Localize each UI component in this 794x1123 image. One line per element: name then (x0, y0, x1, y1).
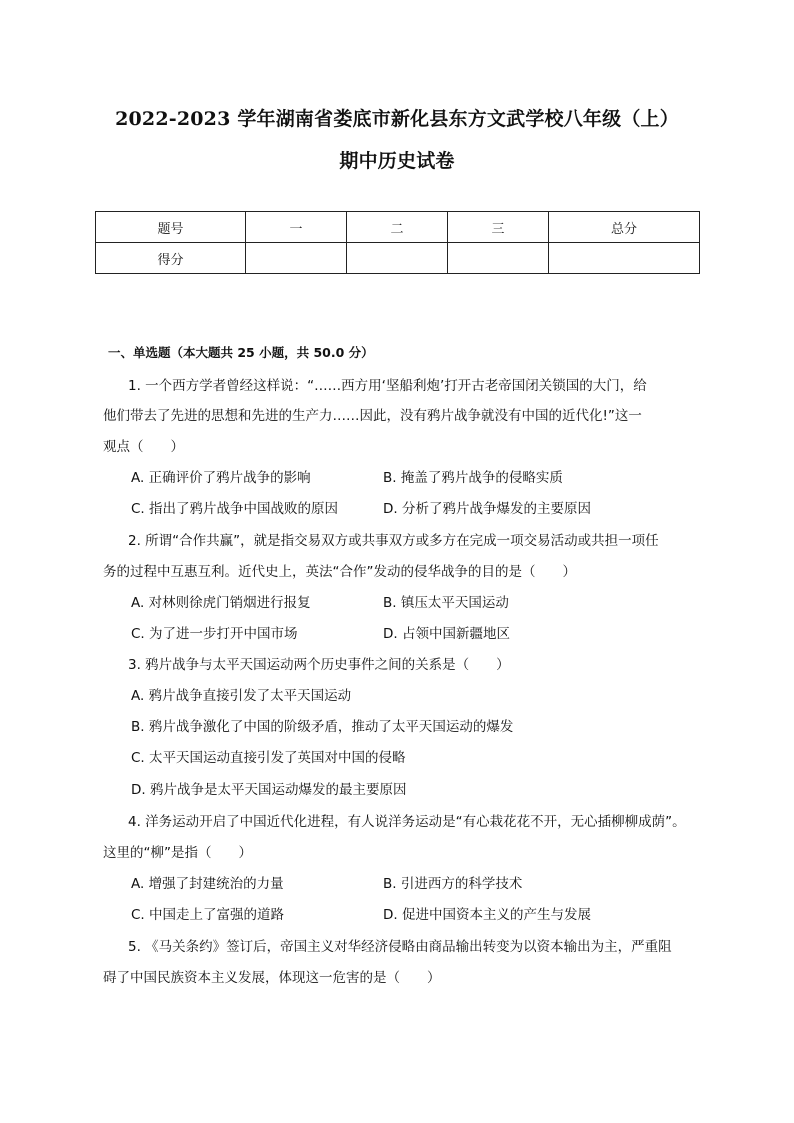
question-4-option-a[interactable]: A. 增强了封建统治的力量 (131, 876, 284, 892)
question-2-option-a[interactable]: A. 对林则徐虎门销烟进行报复 (131, 595, 311, 611)
question-1-line-1: 1. 一个西方学者曾经这样说：“……西方用‘坚船利炮’打开古老帝国闭关锁国的大门，给 (128, 378, 647, 394)
question-4-line-1: 4. 洋务运动开启了中国近代化进程，有人说洋务运动是“有心栽花花不开，无心插柳柳成荫”。 (128, 814, 686, 830)
score-header-cell: 一 (246, 212, 347, 243)
question-2-line-2: 务的过程中互惠互利。近代史上，英法“合作”发动的侵华战争的目的是（ ） (103, 564, 576, 580)
section-heading (108, 343, 374, 361)
question-1-option-d[interactable]: D. 分析了鸦片战争爆发的主要原因 (383, 501, 591, 517)
score-cell (549, 243, 700, 274)
question-1-option-c[interactable]: C. 指出了鸦片战争中国战败的原因 (131, 501, 339, 517)
question-2-line-1: 2. 所谓“合作共赢”，就是指交易双方或共事双方或多方在完成一项交易活动或共担一项任 (128, 533, 659, 549)
score-header-cell: 题号 (96, 212, 246, 243)
question-1-line-2: 他们带去了先进的思想和先进的生产力……因此，没有鸦片战争就没有中国的近代化!”这一 (103, 408, 642, 424)
question-3-option-c[interactable]: C. 太平天国运动直接引发了英国对中国的侵略 (131, 750, 406, 766)
score-row-label: 得分 (96, 243, 246, 274)
section-heading-text: 一、单选题（本大题共 25 小题，共 50.0 分） (108, 345, 374, 360)
question-4-option-d[interactable]: D. 促进中国资本主义的产生与发展 (383, 907, 591, 923)
question-5-line-1: 5. 《马关条约》签订后，帝国主义对华经济侵略由商品输出转变为以资本输出为主，严重阻 (128, 939, 672, 955)
question-4-option-b[interactable]: B. 引进西方的科学技术 (383, 876, 523, 892)
score-table-score-row (96, 243, 700, 274)
question-2-option-c[interactable]: C. 为了进一步打开中国市场 (131, 626, 298, 642)
score-table (95, 211, 700, 274)
question-2-option-d[interactable]: D. 占领中国新疆地区 (383, 626, 510, 642)
question-1-option-b[interactable]: B. 掩盖了鸦片战争的侵略实质 (383, 470, 563, 486)
question-4-option-c[interactable]: C. 中国走上了富强的道路 (131, 907, 285, 923)
question-5-line-2: 碍了中国民族资本主义发展，体现这一危害的是（ ） (103, 970, 441, 986)
question-1-option-a[interactable]: A. 正确评价了鸦片战争的影响 (131, 470, 311, 486)
exam-title-line1: 2022-2023 学年湖南省娄底市新化县东方文武学校八年级（上） (115, 108, 679, 130)
score-table-header-row (96, 212, 700, 243)
question-3-option-b[interactable]: B. 鸦片战争激化了中国的阶级矛盾，推动了太平天国运动的爆发 (131, 719, 514, 735)
question-3-option-a[interactable]: A. 鸦片战争直接引发了太平天国运动 (131, 688, 352, 704)
score-cell (448, 243, 549, 274)
question-1-line-3: 观点（ ） (103, 439, 184, 455)
score-header-cell: 二 (347, 212, 448, 243)
question-4-line-2: 这里的“柳”是指（ ） (103, 845, 252, 861)
score-header-cell: 三 (448, 212, 549, 243)
score-cell (246, 243, 347, 274)
score-cell (347, 243, 448, 274)
question-2-option-b[interactable]: B. 镇压太平天国运动 (383, 595, 509, 611)
score-header-cell: 总分 (549, 212, 700, 243)
exam-title-line2: 期中历史试卷 (339, 150, 455, 172)
question-3-option-d[interactable]: D. 鸦片战争是太平天国运动爆发的最主要原因 (131, 782, 407, 798)
question-3-line-1: 3. 鸦片战争与太平天国运动两个历史事件之间的关系是（ ） (128, 657, 510, 673)
